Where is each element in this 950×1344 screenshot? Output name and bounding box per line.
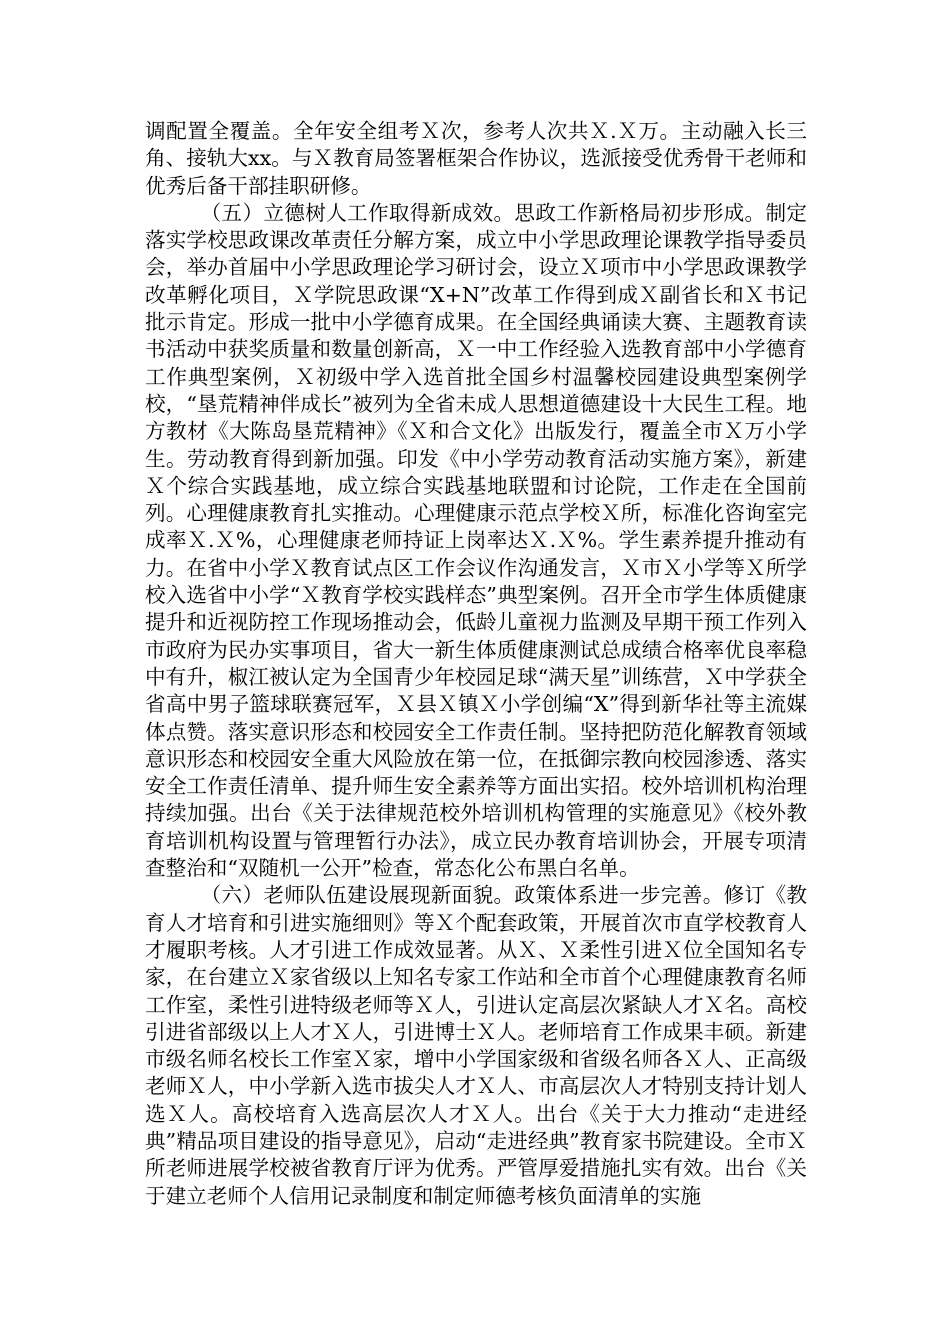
paragraph-section-six: （六）老师队伍建设展现新面貌。政策体系进一步完善。修订《教育人才培育和引进实施细则》等Ｘ个配套政策，开展首次市直学校教育人才履职考核。人才引进工作成效显著。从Ｘ、Ｘ柔性引进Ｘ位全国知名专家，在台建立Ｘ家省级以上知名专家工作站和全市首个心理健康教育名师工作室，柔性引进特级老师等Ｘ人，引进认定高层次紧缺人才Ｘ名。高校引进省部级以上人才Ｘ人，引进博士Ｘ人。老师培育工作成果丰硕。新建市级名师名校长工作室Ｘ家，增中小学国家级和省级名师各Ｘ人、正高级老师Ｘ人，中小学新入选市拔尖人才Ｘ人、市高层次人才特别支持计划人选Ｘ人。高校培育入选高层次人才Ｘ人。出台《关于大力推动“走进经典”精品项目建设的指导意见》，启动“走进经典”教育家书院建设。全市Ｘ所老师进展学校被省教育厅评为优秀。严管厚爱措施扎实有效。出台《关于建立老师个人信用记录制度和制定师德考核负面清单的实施 [145, 883, 807, 1208]
document-body [145, 118, 807, 1210]
paragraph-section-five: （五）立德树人工作取得新成效。思政工作新格局初步形成。制定落实学校思政课改革责任分解方案，成立中小学思政理论课教学指导委员会，举办首届中小学思政理论学习研讨会，设立Ｘ项市中小学思政课教学改革孵化项目，Ｘ学院思政课“X+N”改革工作得到成Ｘ副省长和Ｘ书记批示肯定。形成一批中小学德育成果。在全国经典诵读大赛、主题教育读书活动中获奖质量和数量创新高，Ｘ一中工作经验入选教育部中小学德育工作典型案例，Ｘ初级中学入选首批全国乡村温馨校园建设典型案例学校，“垦荒精神伴成长”被列为全省未成人思想道德建设十大民生工程。地方教材《大陈岛垦荒精神》《Ｘ和合文化》出版发行，覆盖全市Ｘ万小学生。劳动教育得到新加强。印发《中小学劳动教育活动实施方案》，新建Ｘ个综合实践基地，成立综合实践基地联盟和讨论院，工作走在全国前列。心理健康教育扎实推动。心理健康示范点学校Ｘ所，标准化咨询室完成率Ｘ.Ｘ%，心理健康老师持证上岗率达Ｘ.Ｘ%。学生素养提升推动有力。在省中小学Ｘ教育试点区工作会议作沟通发言，Ｘ市Ｘ小学等Ｘ所学校入选省中小学“Ｘ教育学校实践样态”典型案例。召开全市学生体质健康提升和近视防控工作现场推动会，低龄儿童视力监测及早期干预工作列入市政府为民办实事项目，省大一新生体质健康测试总成绩合格率优良率稳中有升，椒江被认定为全国青少年校园足球“满天星”训练营，Ｘ中学获全省高中男子篮球联赛冠军，Ｘ县Ｘ镇Ｘ小学创编“X”得到新华社等主流媒体点赞。落实意识形态和校园安全工作责任制。坚持把防范化解教育领域意识形态和校园安全重大风险放在第一位，在抵御宗教向校园渗透、落实安全工作责任清单、提升师生安全素养等方面出实招。校外培训机构治理持续加强。出台《关于法律规范校外培训机构管理的实施意见》《校外教育培训机构设置与管理暂行办法》，成立民办教育培训协会，开展专项清查整治和“双随机一公开”检查，常态化公布黑白名单。 [145, 200, 807, 881]
paragraph-continuation: 调配置全覆盖。全年安全组考Ｘ次，参考人次共Ｘ.Ｘ万。主动融入长三角、接轨大xx。与Ｘ教育局签署框架合作协议，选派接受优秀骨干老师和优秀后备干部挂职研修。 [145, 119, 807, 198]
